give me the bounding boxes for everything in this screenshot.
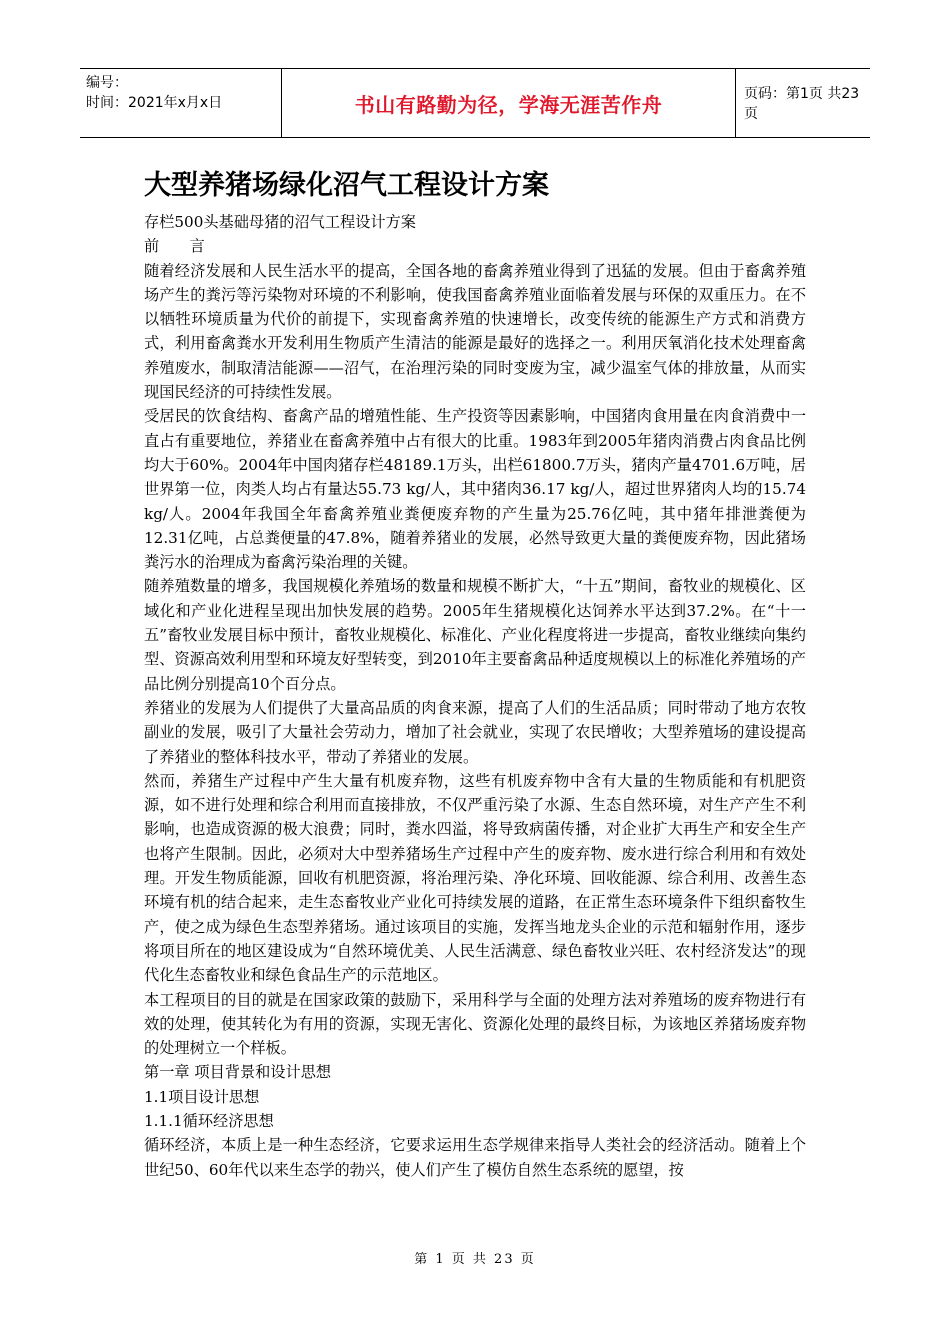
section-heading: 1.1项目设计思想 bbox=[144, 1087, 260, 1106]
paragraph: 随着经济发展和人民生活水平的提高，全国各地的畜禽养殖业得到了迅猛的发展。但由于畜禽养殖场产生的粪污等污染物对环境的不利影响，使我国畜禽养殖业面临着发展与环保的双重压力。在不以牺牲环境质量为代价的前提下，实现畜禽养殖的快速增长，改变传统的能源生产方式和消费方式，利用畜禽粪水开发利用生物质产生清洁的能源是最好的选择之一。利用厌氧消化技术处理畜禽养殖废水，制取清洁能源——沼气，在治理污染的同时变废为宝，减少温室气体的排放量，从而实现国民经济的可持续性发展。 bbox=[144, 261, 806, 402]
paragraph: 受居民的饮食结构、畜禽产品的增殖性能、生产投资等因素影响，中国猪肉食用量在肉食消费中一直占有重要地位，养猪业在畜禽养殖中占有很大的比重。1983年到2005年猪肉消费占肉食品比例均大于60%。2004年中国肉猪存栏48189.1万头，出栏61800.7万头，猪肉产量4701.6万吨，居世界第一位，肉类人均占有量达55.73 kg/人，其中猪肉36.17 kg/人，超过世界猪肉人均的15.74 kg/人。2004年我国全年畜禽养殖业粪便废弃物的产生量为25.76亿吨，其中猪年排泄粪便为12.31亿吨，占总粪便量的47.8%，随着养猪业的发展，必然导致更大量的粪便废弃物，因此猪场粪污水的治理成为畜禽污染治理的关键。 bbox=[144, 407, 806, 572]
header-page-info: 页码：第1页 共23页 bbox=[744, 86, 860, 122]
header-page-info-cell bbox=[736, 69, 870, 137]
document-body bbox=[144, 166, 806, 1182]
header-motto: 书山有路勤为径，学海无涯苦作舟 bbox=[354, 92, 663, 117]
document-date-label: 时间：2021年x月x日 bbox=[86, 95, 223, 111]
document-title: 大型养猪场绿化沼气工程设计方案 bbox=[144, 170, 549, 201]
document-header bbox=[80, 68, 870, 138]
header-motto-cell bbox=[282, 69, 736, 137]
header-meta bbox=[80, 69, 282, 137]
subsection-heading: 1.1.1循环经济思想 bbox=[144, 1111, 274, 1130]
paragraph: 养猪业的发展为人们提供了大量高品质的肉食来源，提高了人们的生活品质；同时带动了地方农牧副业的发展，吸引了大量社会劳动力，增加了社会就业，实现了农民增收；大型养殖场的建设提高了养猪业的整体科技水平，带动了养猪业的发展。 bbox=[144, 698, 806, 766]
document-subtitle: 存栏500头基础母猪的沼气工程设计方案 bbox=[144, 213, 416, 231]
paragraph: 然而，养猪生产过程中产生大量有机废弃物，这些有机废弃物中含有大量的生物质能和有机肥资源，如不进行处理和综合利用而直接排放，不仅严重污染了水源、生态自然环境，对生产产生不利影响，也造成资源的极大浪费；同时，粪水四溢，将导致病菌传播，对企业扩大再生产和安全生产也将产生限制。因此，必须对大中型养猪场生产过程中产生的废弃物、废水进行综合利用和有效处理。开发生物质能源，回收有机肥资源，将治理污染、净化环境、回收能源、综合利用、改善生态环境有机的结合起来，走生态畜牧业产业化可持续发展的道路，在正常生态环境条件下组织畜牧生产，使之成为绿色生态型养猪场。通过该项目的实施，发挥当地龙头企业的示范和辐射作用，逐步将项目所在的地区建设成为“自然环境优美、人民生活满意、绿色畜牧业兴旺、农村经济发达”的现代化生态畜牧业和绿色食品生产的示范地区。 bbox=[144, 771, 806, 985]
page-footer: 第 1 页 共 23 页 bbox=[414, 1252, 536, 1267]
preface-heading: 前 言 bbox=[144, 237, 205, 256]
document-number-label: 编号： bbox=[86, 75, 128, 91]
paragraph: 循环经济，本质上是一种生态经济，它要求运用生态学规律来指导人类社会的经济活动。随着上个世纪50、60年代以来生态学的勃兴，使人们产生了模仿自然生态系统的愿望，按 bbox=[144, 1136, 806, 1179]
paragraph: 随养殖数量的增多，我国规模化养殖场的数量和规模不断扩大，“十五”期间，畜牧业的规模化、区域化和产业化进程呈现出加快发展的趋势。2005年生猪规模化达饲养水平达到37.2%。在“十一五”畜牧业发展目标中预计，畜牧业规模化、标准化、产业化程度将进一步提高，畜牧业继续向集约型、资源高效利用型和环境友好型转变，到2010年主要畜禽品种适度规模以上的标准化养殖场的产品比例分别提高10个百分点。 bbox=[144, 577, 806, 693]
chapter-heading: 第一章 项目背景和设计思想 bbox=[144, 1063, 332, 1082]
paragraph: 本工程项目的目的就是在国家政策的鼓励下，采用科学与全面的处理方法对养殖场的废弃物进行有效的处理，使其转化为有用的资源，实现无害化、资源化处理的最终目标，为该地区养猪场废弃物的处理树立一个样板。 bbox=[144, 990, 806, 1058]
